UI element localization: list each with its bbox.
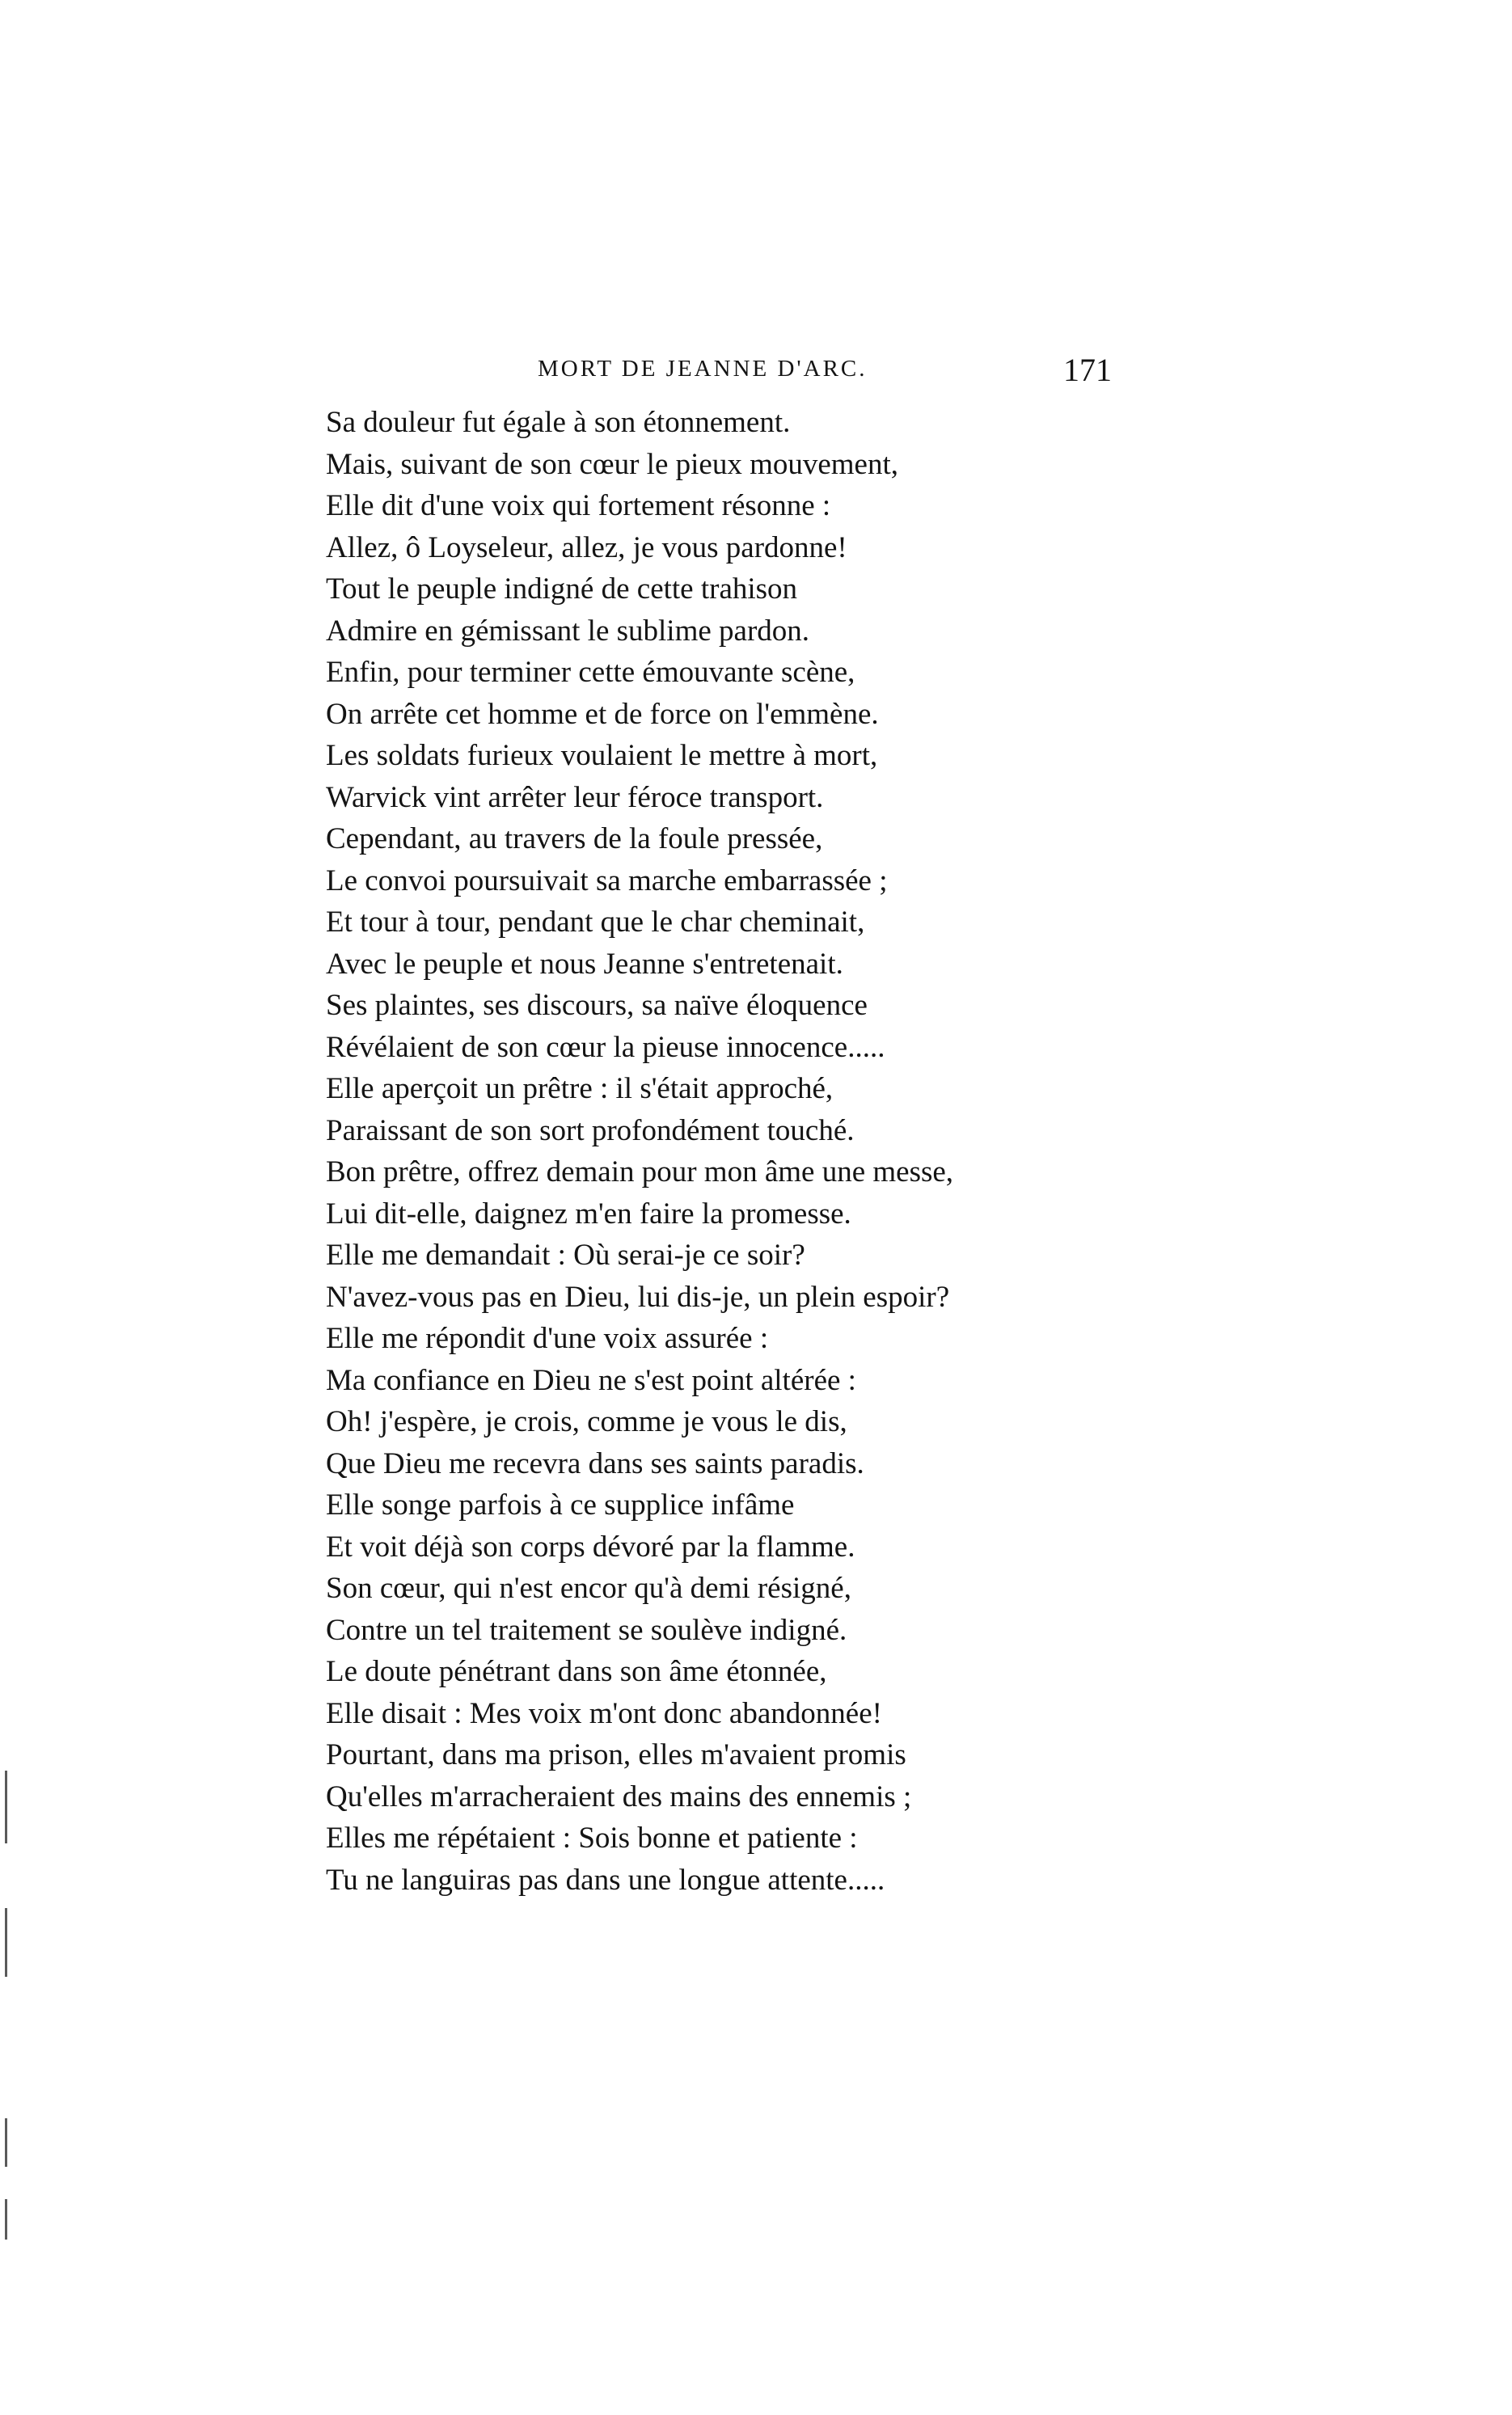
verse-line: Mais, suivant de son cœur le pieux mouvement, bbox=[326, 447, 899, 481]
verse-line: Pourtant, dans ma prison, elles m'avaient promis bbox=[326, 1738, 906, 1771]
verse-line: Enfin, pour terminer cette émouvante scène, bbox=[326, 656, 855, 689]
verse-line: Elle aperçoit un prêtre : il s'était approché, bbox=[326, 1072, 834, 1105]
verse-line: Lui dit-elle, daignez m'en faire la promesse. bbox=[326, 1197, 851, 1231]
scan-margin-mark bbox=[5, 2199, 7, 2240]
verse-line: Et tour à tour, pendant que le char cheminait, bbox=[326, 906, 865, 939]
verse-line: Que Dieu me recevra dans ses saints paradis. bbox=[326, 1446, 864, 1480]
verse-line: Admire en gémissant le sublime pardon. bbox=[326, 614, 810, 648]
verse-line: Qu'elles m'arracheraient des mains des ennemis ; bbox=[326, 1780, 912, 1813]
page-number: 171 bbox=[1063, 352, 1112, 388]
scan-margin-mark bbox=[5, 1771, 7, 1843]
verse-line: Paraissant de son sort profondément touché. bbox=[326, 1113, 855, 1147]
verse-line: Elle dit d'une voix qui fortement résonne : bbox=[326, 489, 831, 522]
verse-line: Son cœur, qui n'est encor qu'à demi résigné, bbox=[326, 1572, 851, 1605]
verse-line: Bon prêtre, offrez demain pour mon âme une messe, bbox=[326, 1155, 954, 1189]
verse-line: Et voit déjà son corps dévoré par la flamme. bbox=[326, 1530, 855, 1564]
verse-line: Tout le peuple indigné de cette trahison bbox=[326, 572, 798, 606]
verse-line: N'avez-vous pas en Dieu, lui dis-je, un plein espoir? bbox=[326, 1280, 950, 1314]
verse-line: Ses plaintes, ses discours, sa naïve éloquence bbox=[326, 989, 868, 1022]
verse-line: Ma confiance en Dieu ne s'est point altérée : bbox=[326, 1363, 856, 1397]
verse-line: Elle me demandait : Où serai-je ce soir? bbox=[326, 1239, 805, 1272]
running-title: MORT DE JEANNE D'ARC. bbox=[538, 356, 868, 382]
verse-line: Contre un tel traitement se soulève indigné. bbox=[326, 1613, 847, 1647]
scan-margin-mark bbox=[5, 1908, 7, 1977]
verse-line: Révélaient de son cœur la pieuse innocence..... bbox=[326, 1030, 885, 1064]
verse-line: Le doute pénétrant dans son âme étonnée, bbox=[326, 1655, 827, 1688]
verse-line: Elle disait : Mes voix m'ont donc abandonnée! bbox=[326, 1696, 882, 1730]
verse-line: Elle songe parfois à ce supplice infâme bbox=[326, 1488, 795, 1522]
poem-text bbox=[326, 402, 1134, 1901]
scan-margin-mark bbox=[5, 2118, 7, 2167]
verse-line: Elles me répétaient : Sois bonne et patiente : bbox=[326, 1822, 858, 1855]
verse-line: Tu ne languiras pas dans une longue attente..... bbox=[326, 1863, 885, 1897]
verse-line: Warvick vint arrêter leur féroce transport. bbox=[326, 780, 824, 814]
verse-line: Avec le peuple et nous Jeanne s'entretenait. bbox=[326, 947, 843, 981]
verse-line: On arrête cet homme et de force on l'emmène. bbox=[326, 697, 879, 731]
verse-line: Le convoi poursuivait sa marche embarrassée ; bbox=[326, 863, 888, 897]
verse-line: Elle me répondit d'une voix assurée : bbox=[326, 1322, 769, 1355]
verse-line: Oh! j'espère, je crois, comme je vous le dis, bbox=[326, 1405, 847, 1438]
verse-line: Sa douleur fut égale à son étonnement. bbox=[326, 406, 791, 439]
verse-line: Cependant, au travers de la foule pressée, bbox=[326, 822, 823, 855]
verse-line: Allez, ô Loyseleur, allez, je vous pardonne! bbox=[326, 530, 847, 564]
verse-line: Les soldats furieux voulaient le mettre à mort, bbox=[326, 739, 878, 772]
running-head bbox=[323, 352, 1112, 396]
